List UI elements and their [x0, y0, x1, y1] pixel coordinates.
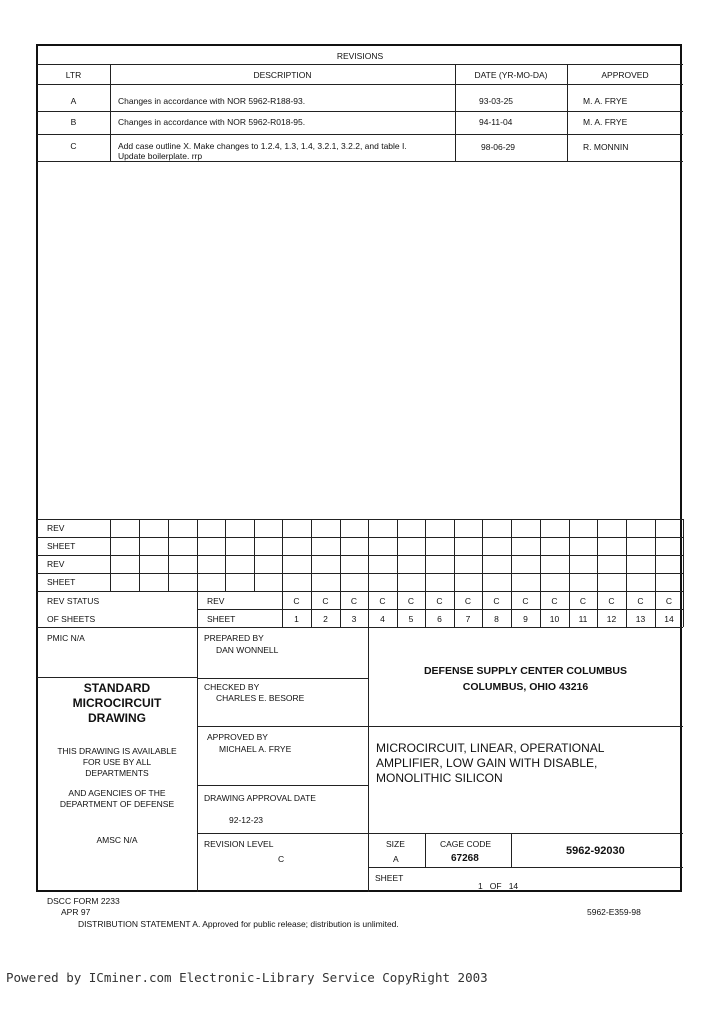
approved-by-label: APPROVED BY — [207, 732, 268, 742]
divider — [311, 519, 312, 591]
size-value: A — [393, 854, 399, 864]
rev-row-ltr: B — [70, 117, 77, 127]
divider — [626, 519, 627, 591]
grid-row-label: REV — [47, 559, 65, 569]
rev-status-sheet: 3 — [351, 614, 357, 624]
rev-row-date: 93-03-25 — [479, 96, 514, 106]
header-description: DESCRIPTION — [253, 70, 312, 80]
doc-code: 5962-E359-98 — [587, 907, 641, 917]
rev-status-sheet: 11 — [578, 614, 588, 624]
rev-status-rev: C — [522, 596, 529, 606]
divider — [37, 627, 683, 628]
rev-status-rev: C — [379, 596, 386, 606]
divider — [168, 519, 169, 591]
rev-row-description-cont: Update boilerplate. rrp — [118, 151, 203, 161]
divider — [37, 111, 683, 112]
rev-status-rev: C — [350, 596, 358, 606]
standard-line: DRAWING — [88, 711, 146, 725]
divider — [197, 833, 683, 834]
rev-status-rev: C — [637, 596, 644, 606]
rev-row-ltr: A — [70, 96, 77, 106]
divider — [511, 833, 512, 867]
rev-status-rev: C — [407, 596, 415, 606]
sheet-label: SHEET — [207, 614, 236, 624]
divider — [37, 537, 683, 538]
rev-status-sheet: 1 — [294, 614, 299, 624]
pmic-label: PMIC N/A — [47, 633, 85, 643]
cage-code-label: CAGE CODE — [440, 839, 492, 849]
drawing-title — [376, 741, 604, 786]
divider — [37, 573, 683, 574]
rev-status-sheet: 12 — [606, 614, 617, 624]
rev-status-sheet: 9 — [523, 614, 528, 624]
divider — [254, 519, 255, 591]
rev-row-description: Changes in accordance with NOR 5962-R018-95. — [118, 117, 306, 127]
rev-status-sheet: 8 — [494, 614, 499, 624]
divider — [197, 519, 198, 591]
divider — [37, 555, 683, 556]
rev-status-sheet: 10 — [549, 614, 560, 624]
grid-row-label: SHEET — [47, 577, 76, 587]
rev-status-rev: C — [464, 596, 472, 606]
approval-date-label: DRAWING APPROVAL DATE — [204, 793, 316, 803]
rev-row-date: 98-06-29 — [481, 142, 516, 152]
header-approved: APPROVED — [601, 70, 649, 80]
revision-level-value: C — [278, 854, 285, 864]
approval-date-value: 92-12-23 — [229, 815, 264, 825]
divider — [197, 609, 683, 610]
availability-statement — [37, 746, 197, 810]
divider — [425, 833, 426, 867]
grid-row-label: REV — [47, 523, 65, 533]
sheet-label: SHEET — [375, 873, 404, 883]
availability-line: DEPARTMENTS — [85, 768, 149, 778]
rev-status-sheet: 5 — [408, 614, 414, 624]
divider — [597, 519, 598, 591]
divider — [37, 161, 683, 162]
divider — [397, 519, 398, 591]
divider — [454, 519, 455, 591]
title-line: MICROCIRCUIT, LINEAR, OPERATIONAL — [376, 741, 605, 755]
divider — [683, 591, 684, 627]
divider — [482, 519, 483, 591]
divider — [37, 64, 683, 65]
divider — [37, 591, 683, 592]
rev-row-description: Changes in accordance with NOR 5962-R188-93. — [118, 96, 306, 106]
divider — [340, 519, 341, 591]
divider — [225, 519, 226, 591]
divider — [197, 627, 198, 892]
divider — [139, 519, 140, 591]
rev-row-ltr: C — [70, 141, 77, 151]
revisions-title: REVISIONS — [336, 51, 384, 61]
drawing-number: 5962-92030 — [566, 845, 625, 857]
rev-status-rev: C — [551, 596, 558, 606]
divider — [197, 678, 368, 679]
standard-line: STANDARD — [83, 681, 151, 695]
standard-title — [37, 681, 197, 726]
rev-row-description: Add case outline X. Make changes to 1.2.4, 1.3, 1.4, 3.2.1, 3.2.2, and table I. — [118, 141, 407, 151]
rev-status-sheet: 4 — [380, 614, 385, 624]
rev-status-rev: C — [322, 596, 329, 606]
rev-status-sheet: 13 — [635, 614, 646, 624]
rev-status-rev: C — [579, 596, 587, 606]
divider — [37, 134, 683, 135]
divider — [37, 519, 683, 520]
rev-status-rev: C — [493, 596, 500, 606]
divider — [37, 677, 197, 678]
rev-status-sheet: 2 — [323, 614, 328, 624]
cage-code-value: 67268 — [451, 853, 479, 864]
divider — [655, 519, 656, 591]
standard-line: MICROCIRCUIT — [72, 696, 162, 710]
rev-row-date: 94-11-04 — [479, 117, 513, 127]
agency-name — [368, 663, 683, 695]
divider — [282, 519, 283, 591]
revision-level-label: REVISION LEVEL — [204, 839, 274, 849]
rev-status-label: REV STATUS — [47, 596, 100, 606]
divider — [511, 519, 512, 591]
agency-line: DEFENSE SUPPLY CENTER COLUMBUS — [423, 665, 628, 677]
grid-row-label: SHEET — [47, 541, 76, 551]
sheet-value: 1 OF 14 — [478, 881, 519, 891]
rev-status-sheet: 6 — [437, 614, 442, 624]
prepared-by-label: PREPARED BY — [204, 633, 264, 643]
rev-row-approved: M. A. FRYE — [583, 117, 628, 127]
divider — [37, 84, 683, 85]
divider — [368, 519, 369, 591]
divider — [197, 785, 368, 786]
availability-line: THIS DRAWING IS AVAILABLE — [57, 746, 177, 756]
approved-by-name: MICHAEL A. FRYE — [219, 744, 292, 754]
divider — [110, 519, 111, 591]
form-number: DSCC FORM 2233 — [47, 896, 120, 906]
divider — [197, 726, 683, 727]
rev-status-sheet: 14 — [664, 614, 674, 624]
distribution-statement: DISTRIBUTION STATEMENT A. Approved for public release; distribution is unlimited. — [78, 919, 399, 929]
divider — [540, 519, 541, 591]
divider — [683, 519, 684, 591]
watermark: Powered by ICminer.com Electronic-Library Service CopyRight 2003 — [6, 970, 488, 985]
header-ltr: LTR — [65, 70, 82, 80]
title-line: MONOLITHIC SILICON — [376, 771, 503, 785]
checked-by-name: CHARLES E. BESORE — [216, 693, 305, 703]
rev-status-rev: C — [293, 596, 300, 606]
agency-line: COLUMBUS, OHIO 43216 — [462, 681, 589, 693]
rev-row-approved: R. MONNIN — [583, 142, 629, 152]
availability-line: FOR USE BY ALL — [82, 757, 152, 767]
rev-status-rev: C — [436, 596, 443, 606]
divider — [368, 867, 683, 868]
prepared-by-name: DAN WONNELL — [216, 645, 279, 655]
availability-line: AND AGENCIES OF THE — [68, 788, 166, 798]
checked-by-label: CHECKED BY — [204, 682, 260, 692]
rev-status-rev: C — [665, 596, 673, 606]
header-date: DATE (YR-MO-DA) — [474, 70, 548, 80]
divider — [197, 591, 198, 627]
amsc-label: AMSC N/A — [96, 835, 138, 845]
rev-label: REV — [207, 596, 225, 606]
form-date: APR 97 — [61, 907, 91, 917]
rev-status-sheet: 7 — [465, 614, 471, 624]
divider — [425, 519, 426, 591]
divider — [569, 519, 570, 591]
rev-status-rev: C — [608, 596, 615, 606]
title-line: AMPLIFIER, LOW GAIN WITH DISABLE, — [376, 756, 598, 770]
of-sheets-label: OF SHEETS — [47, 614, 96, 624]
rev-row-approved: M. A. FRYE — [583, 96, 628, 106]
availability-line: DEPARTMENT OF DEFENSE — [59, 799, 175, 809]
size-label: SIZE — [386, 839, 405, 849]
